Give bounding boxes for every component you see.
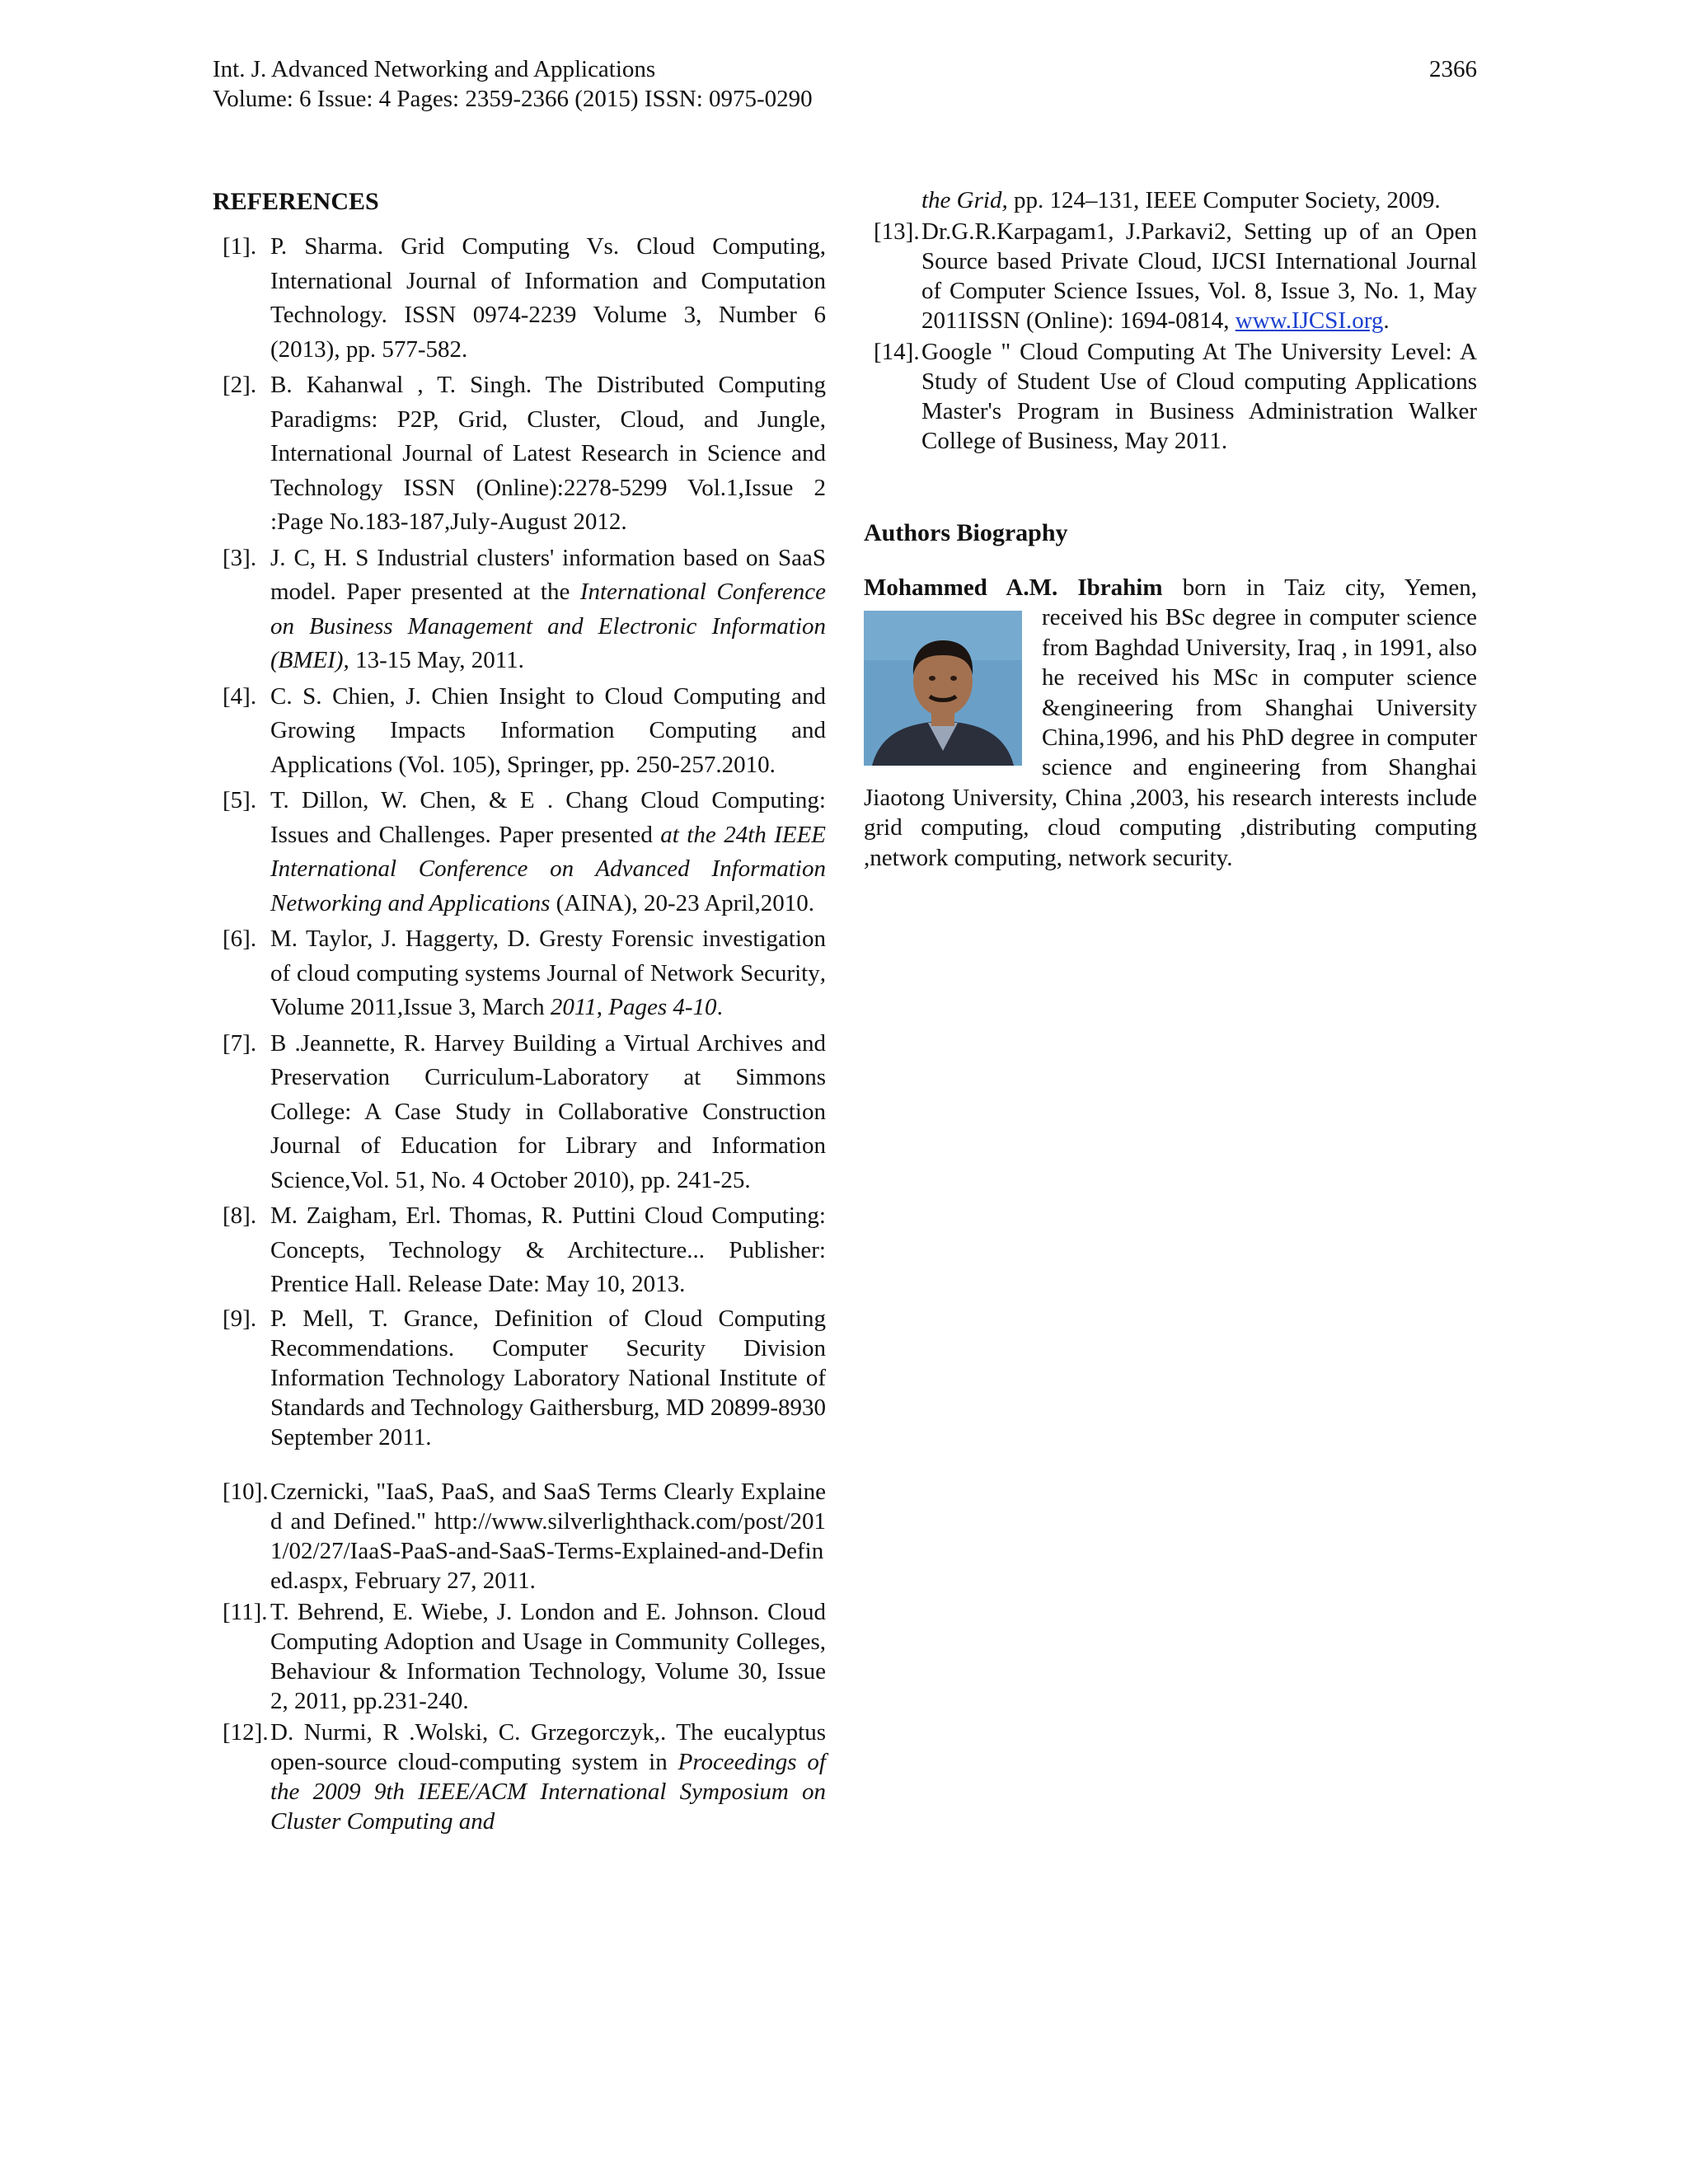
reference-number: [5]. (223, 787, 257, 813)
reference-punct: , (819, 959, 826, 987)
reference-text: Google " Cloud Computing At The University Level: A Study of Student Use of Cloud computing Applications Master's Program in Business Administration Walker College of Business, May 2011. (921, 339, 1477, 454)
reference-venue: the Grid, (921, 187, 1008, 213)
reference-2 (213, 368, 826, 540)
reference-date: (AINA), 20-23 April,2010. (550, 889, 814, 916)
volume-line: Volume: 6 Issue: 4 Pages: 2359-2366 (2015) ISSN: 0975-0290 (213, 86, 813, 112)
reference-11 (213, 1597, 826, 1716)
reference-pages: Pages 4-10 (608, 994, 717, 1020)
reference-number: [13]. (874, 218, 920, 245)
reference-14 (864, 337, 1477, 456)
ijcsi-link[interactable]: www.IJCSI.org (1235, 307, 1384, 334)
reference-text: J. C, H. S Industrial clusters' information based on SaaS model. Paper presented at the (270, 544, 826, 605)
reference-number: [2]. (223, 372, 257, 398)
reference-number: [14]. (874, 339, 920, 365)
reference-12 (213, 1718, 826, 1836)
reference-text: B .Jeannette, R. Harvey Building a Virtual Archives and Preservation Curriculum-Laboratory at Simmons College: A Case Study in Collaborative Construction Journal of Education for Library and Information Science,Vol. 51, No. 4 October 2010), pp. 241-25. (270, 1029, 826, 1193)
references-column-left (213, 185, 826, 1838)
reference-text: M. Taylor, J. Haggerty, D. Gresty Forensic investigation of cloud computing systems Journal of Network Security (270, 926, 826, 987)
reference-4 (213, 680, 826, 783)
reference-12-continued (864, 185, 1477, 215)
reference-number: [7]. (223, 1029, 257, 1057)
reference-punct: , (396, 994, 404, 1020)
reference-punct: , (596, 994, 609, 1020)
reference-number: [1]. (223, 233, 257, 260)
authors-biography-heading: Authors Biography (864, 519, 1068, 546)
reference-volume: Volume 2011 (270, 994, 397, 1020)
reference-7 (213, 1027, 826, 1198)
reference-number: [8]. (223, 1202, 257, 1229)
bio-text-start: born in Taiz city, Yemen, (1162, 574, 1477, 601)
reference-5 (213, 784, 826, 921)
reference-number: [3]. (223, 544, 257, 571)
reference-venue: International Conference on Business Management and Electronic Information (BMEI), (270, 579, 826, 673)
reference-venue: at the 24th IEEE International Conference on Advanced Information Networking and Applications (270, 821, 827, 916)
reference-number: [10]. (223, 1478, 269, 1505)
page-number: 2366 (1429, 56, 1477, 82)
reference-text: T. Behrend, E. Wiebe, J. London and E. Johnson. Cloud Computing Adoption and Usage in Community Colleges, Behaviour & Information Technology, Volume 30, Issue 2, 2011, pp.231-240. (270, 1598, 826, 1714)
reference-text: C. S. Chien, J. Chien Insight to Cloud Computing and Growing Impacts Information Computing and Applications (Vol. 105), Springer, pp. 250-257.2010. (270, 682, 826, 778)
reference-6 (213, 922, 826, 1025)
reference-1 (213, 230, 826, 367)
bio-text: received his BSc degree in computer science from Baghdad University, Iraq , in 1991, also he received his MSc in computer science &engineering from Shanghai University China,1996, and his PhD degree in computer science and engineering from Shanghai Jiaotong University, China ,2003, his research interests include grid computing, cloud computing ,distributing computing ,network computing, network security. (864, 604, 1477, 871)
reference-punct: . (716, 994, 723, 1020)
references-column-right (864, 185, 1477, 873)
author-name: Mohammed A.M. Ibrahim (864, 574, 1163, 601)
page-header (213, 54, 1477, 114)
reference-3 (213, 541, 826, 678)
reference-text: T. Dillon, W. Chen, & E . Chang Cloud Computing: Issues and Challenges. Paper presented (270, 787, 826, 848)
reference-text: P. Sharma. Grid Computing Vs. Cloud Computing, International Journal of Information and Computation Technology. ISSN 0974-2239 Volume 3, Number 6 (2013), pp. 577-582. (270, 233, 826, 363)
reference-10 (213, 1477, 826, 1596)
reference-number: [9]. (223, 1305, 257, 1332)
reference-text: M. Zaigham, Erl. Thomas, R. Puttini Cloud Computing: Concepts, Technology & Architecture... Publisher: Prentice Hall. Release Date: May 10, 2013. (270, 1202, 826, 1297)
reference-number: [4]. (223, 682, 257, 710)
reference-text: P. Mell, T. Grance, Definition of Cloud Computing Recommendations. Computer Security Division Information Technology Laboratory National Institute of Standards and Technology Gaithersburg, MD 20899-8930 September 2011. (270, 1305, 826, 1451)
author-photo (864, 611, 1022, 766)
references-heading: REFERENCES (213, 188, 379, 215)
bio-first-line (864, 573, 1477, 602)
reference-8 (213, 1199, 826, 1302)
reference-number: [11]. (223, 1598, 268, 1625)
reference-year: 2011 (550, 994, 597, 1020)
reference-number: [12]. (223, 1718, 269, 1746)
journal-title: Int. J. Advanced Networking and Applications (213, 56, 656, 82)
reference-text: D. Nurmi, R .Wolski, C. Grzegorczyk,. The eucalyptus open-source cloud-computing system in (270, 1718, 826, 1775)
reference-text: Czernicki, "IaaS, PaaS, and SaaS Terms Clearly Explained and Defined." http://www.silverlighthack.com/post/2011/02/27/IaaS-PaaS-and-SaaS-Terms-Explained-and-Defined.aspx, February 27, 2011. (270, 1478, 826, 1594)
reference-venue: Proceedings of the 2009 9th IEEE/ACM International Symposium on Cluster Computing and (270, 1748, 826, 1835)
reference-13 (864, 217, 1477, 335)
author-biography (864, 573, 1477, 873)
reference-9 (213, 1304, 826, 1452)
reference-text: B. Kahanwal , T. Singh. The Distributed Computing Paradigms: P2P, Grid, Cluster, Cloud, and Jungle, International Journal of Latest Research in Science and Technology ISSN (Online):2278-5299 Vol.1,Issue 2 :Page No.183-187,July-August 2012. (270, 372, 826, 535)
reference-number: [6]. (223, 926, 257, 952)
reference-punct: . (1383, 307, 1390, 334)
reference-text: Dr.G.R.Karpagam1, J.Parkavi2, Setting up of an Open Source based Private Cloud, IJCSI International Journal of Computer Science Issues, Vol. 8, Issue 3, No. 1, May 2011ISSN (Online): 1694-0814, (921, 218, 1477, 334)
reference-issue: Issue 3, March (403, 994, 551, 1020)
reference-text: pp. 124–131, IEEE Computer Society, 2009. (1007, 187, 1441, 213)
reference-date: 13-15 May, 2011. (349, 647, 524, 673)
